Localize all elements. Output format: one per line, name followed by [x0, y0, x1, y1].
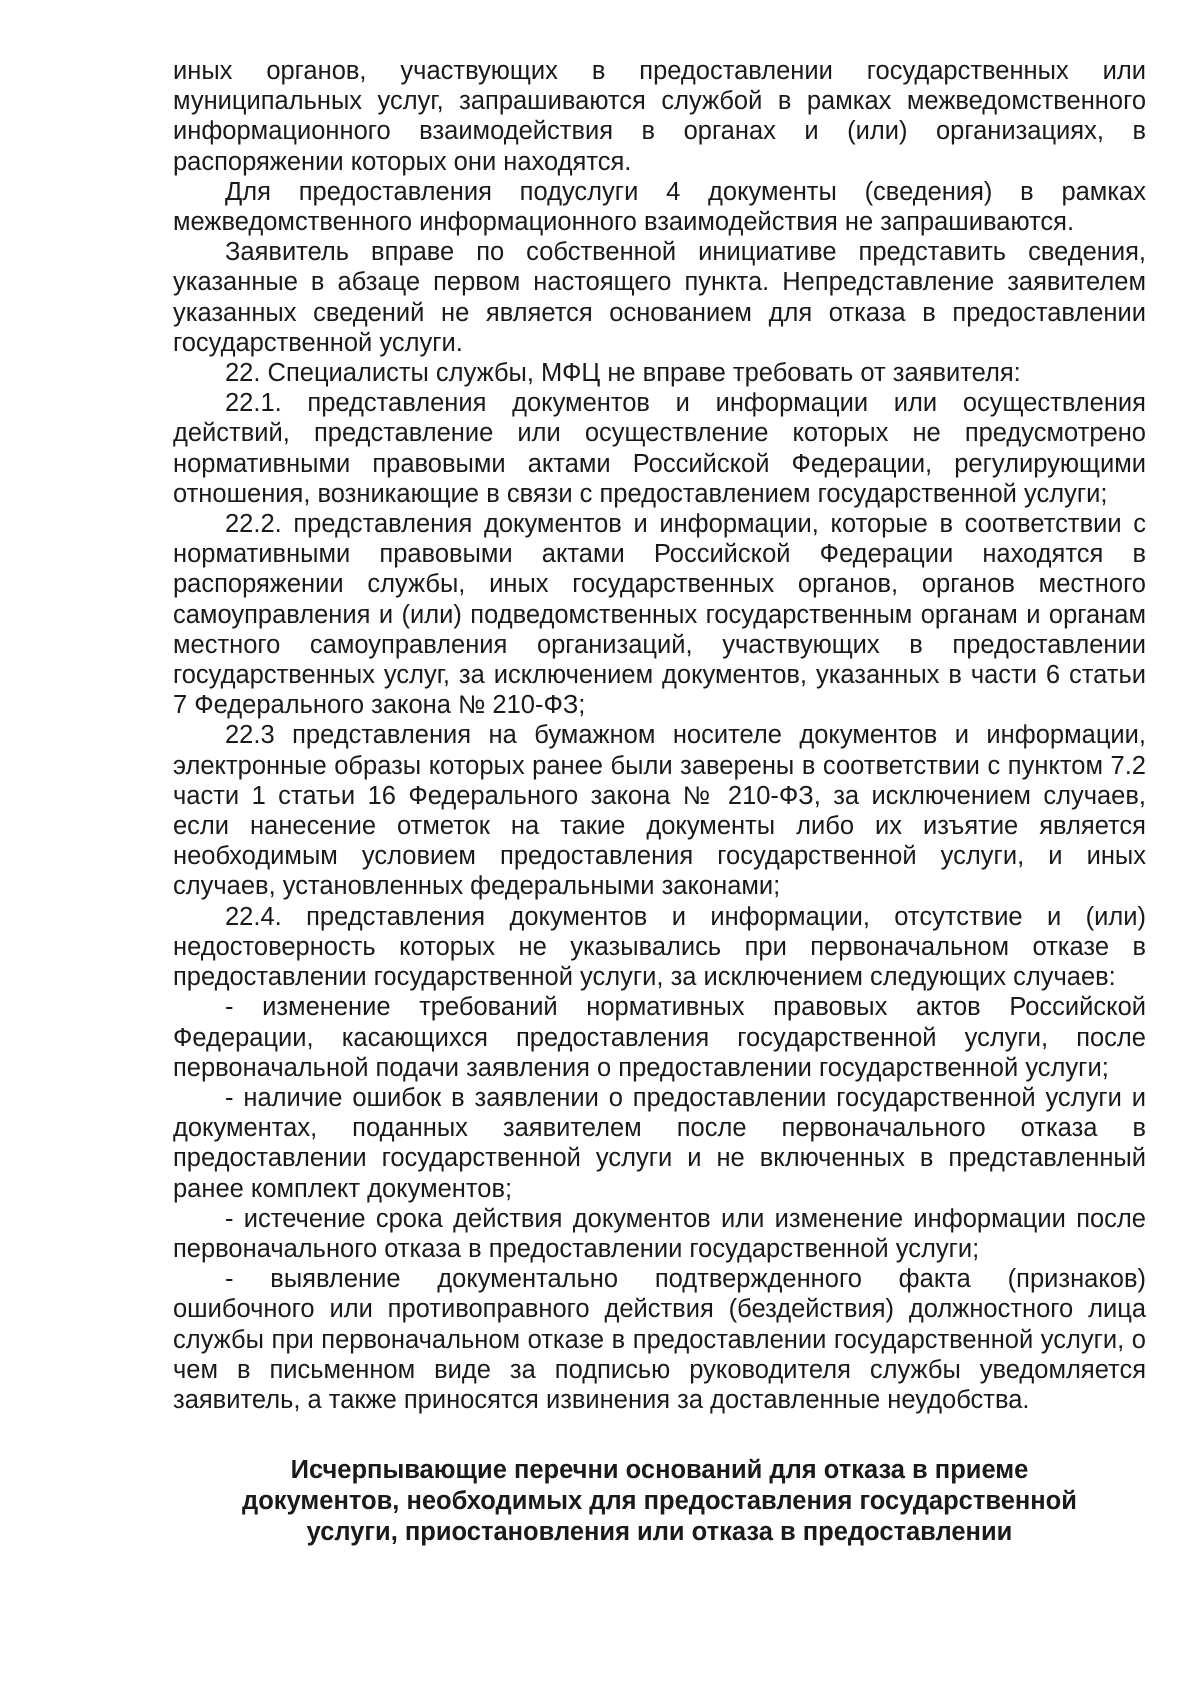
paragraph-item-22-2: 22.2. представления документов и информации, которые в соответствии с нормативными правовыми актами Российской Федерации находятся в распоряжении службы, иных государственных органов, органов местного самоуправления и (или) подведомственных государственным органам и органам местного самоуправления организаций, участвующих в предоставлении государственных услуг, за исключением документов, указанных в части 6 статьи 7 Федерального закона № 210-ФЗ;	[173, 510, 1146, 720]
section-heading-line: Исчерпывающие перечни оснований для отказа в приеме	[290, 1456, 1029, 1485]
list-item-requirements-change: - изменение требований нормативных правовых актов Российской Федерации, касающихся предоставления государственной услуги, после первоначальной подачи заявления о предоставлении государственной услуги;	[173, 993, 1146, 1082]
section-heading-line: услуги, приостановления или отказа в предоставлении	[306, 1518, 1013, 1547]
paragraph-item-22-1: 22.1. представления документов и информации или осуществления действий, представление или осуществление которых не предусмотрено нормативными правовыми актами Российской Федерации, регулирующими отношения, возникающие в связи с предоставлением государственной услуги;	[173, 389, 1146, 508]
paragraph-continuation: иных органов, участвующих в предоставлении государственных или муниципальных услуг, запрашиваются службой в рамках межведомственного информационного взаимодействия в органах и (или) организациях, в распоряжении которых они находятся.	[173, 57, 1146, 176]
paragraph-item-22: 22. Специалисты службы, МФЦ не вправе требовать от заявителя:	[225, 359, 1021, 388]
document-page	[173, 56, 1146, 1548]
section-heading	[173, 1455, 1146, 1548]
list-item-documents-expiry: - истечение срока действия документов или изменение информации после первоначального отказа в предоставлении государственной услуги;	[173, 1204, 1146, 1263]
paragraph-item-22-3: 22.3 представления на бумажном носителе документов и информации, электронные образы которых ранее были заверены в соответствии с пунктом 7.2 части 1 статьи 16 Федерального закона № 210-ФЗ, за исключением случаев, если нанесение отметок на такие документы либо их изъятие является необходимым условием предоставления государственной услуги, и иных случаев, установленных федеральными законами;	[173, 721, 1146, 901]
list-item-unlawful-action: - выявление документально подтвержденного факта (признаков) ошибочного или противоправного действия (бездействия) должностного лица службы при первоначальном отказе в предоставлении государственной услуги, о чем в письменном виде за подписью руководителя службы уведомляется заявитель, а также приносятся извинения за доставленные неудобства.	[173, 1265, 1146, 1414]
section-heading-line: документов, необходимых для предоставления государственной	[242, 1487, 1077, 1516]
paragraph-applicant-initiative: Заявитель вправе по собственной инициативе представить сведения, указанные в абзаце первом настоящего пункта. Непредставление заявителем указанных сведений не является основанием для отказа в предоставлении государственной услуги.	[173, 238, 1146, 357]
list-item-errors-in-application: - наличие ошибок в заявлении о предоставлении государственной услуги и документах, поданных заявителем после первоначального отказа в предоставлении государственной услуги и не включенных в представленный ранее комплект документов;	[173, 1083, 1146, 1203]
paragraph-item-22-4: 22.4. представления документов и информации, отсутствие и (или) недостоверность которых не указывались при первоначальном отказе в предоставлении государственной услуги, за исключением следующих случаев:	[173, 902, 1146, 992]
paragraph-subservice-4: Для предоставления подуслуги 4 документы (сведения) в рамках межведомственного информационного взаимодействия не запрашиваются.	[173, 177, 1146, 237]
